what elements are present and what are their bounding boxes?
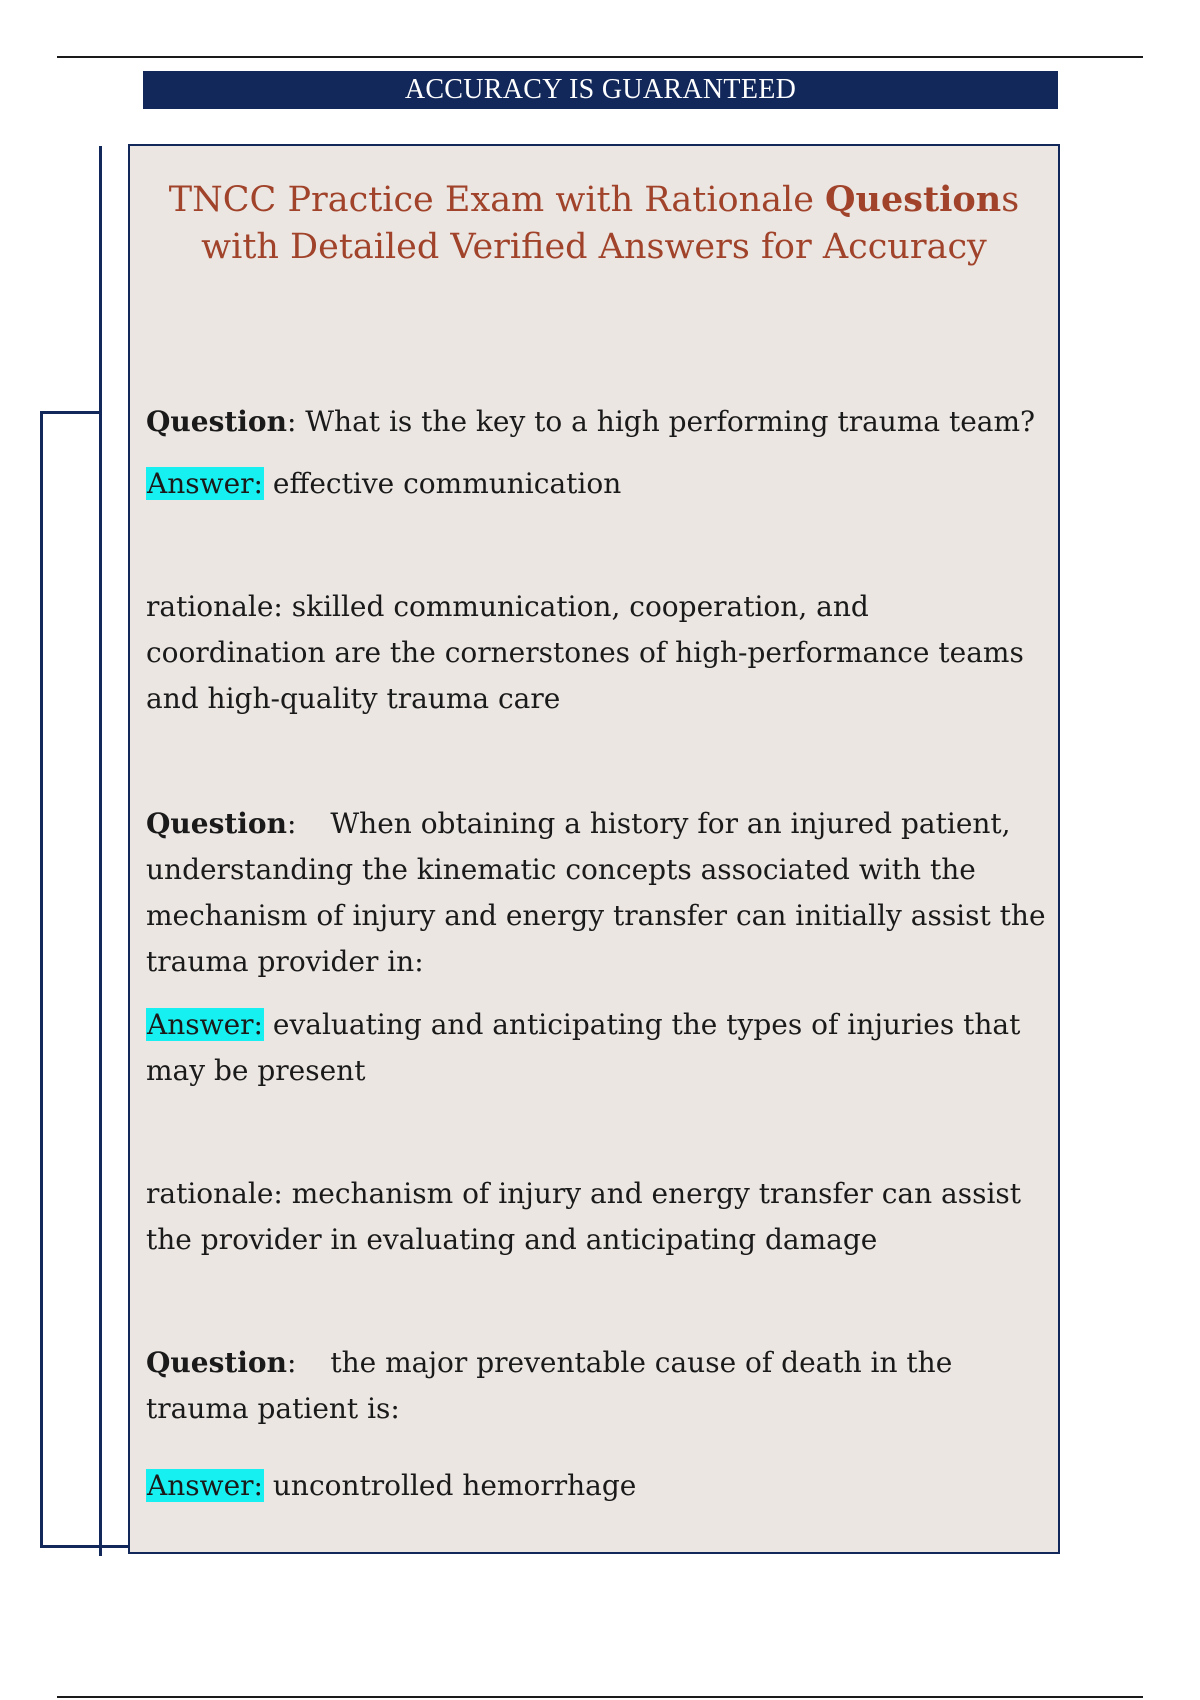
question-3: Question: the major preventable cause of death in the trauma patient is:: [146, 1346, 953, 1425]
bracket-top-horizontal: [40, 411, 101, 414]
title-line2: with Detailed Verified Answers for Accuracy: [201, 227, 987, 267]
question-label: Question: [146, 807, 287, 840]
question-text: What is the key to a high performing trauma team?: [305, 405, 1036, 438]
answer-text: uncontrolled hemorrhage: [272, 1469, 637, 1502]
answer-2: [146, 1002, 1046, 1094]
answer-1: [146, 461, 1046, 507]
document-title: [130, 176, 1058, 271]
bottom-rule: [57, 1696, 1143, 1698]
title-line1-bold: Question: [825, 179, 1002, 220]
question-label: Question: [146, 1346, 287, 1379]
answer-3: [146, 1463, 1046, 1509]
answer-label: Answer:: [147, 1008, 263, 1041]
bracket-inner-vertical: [99, 146, 102, 1556]
question-text: the major preventable cause of death in the trauma patient is:: [146, 1346, 953, 1425]
answer-text: evaluating and anticipating the types of injuries that may be present: [146, 1008, 1021, 1087]
title-line1-text: TNCC Practice Exam with Rationale: [168, 180, 826, 220]
document-card: [128, 144, 1060, 1554]
question-text: When obtaining a history for an injured patient, understanding the kinematic concepts associated with the mechanism of injury and energy transfer can initially assist the trauma provider in:: [146, 807, 1046, 978]
question-label: Question: [146, 405, 287, 438]
question-1: Question: What is the key to a high performing trauma team?: [146, 405, 1036, 438]
answer-text: effective communication: [272, 467, 622, 500]
question-2: Question: When obtaining a history for an injured patient, understanding the kinematic concepts associated with the mechanism of injury and energy transfer can initially assist the trauma provider in:: [146, 807, 1046, 978]
title-line1-tail: s: [1001, 180, 1020, 220]
answer-label: Answer:: [147, 1469, 263, 1502]
accuracy-banner: ACCURACY IS GUARANTEED: [143, 71, 1058, 109]
top-rule: [57, 56, 1143, 58]
answer-label: Answer:: [147, 467, 263, 500]
rationale-1: rationale: skilled communication, cooperation, and coordination are the cornerstones of high-performance teams and high-quality trauma care: [146, 590, 1024, 715]
bracket-outer-vertical: [40, 411, 43, 1548]
rationale-2: rationale: mechanism of injury and energy transfer can assist the provider in evaluating and anticipating damage: [146, 1177, 1022, 1256]
